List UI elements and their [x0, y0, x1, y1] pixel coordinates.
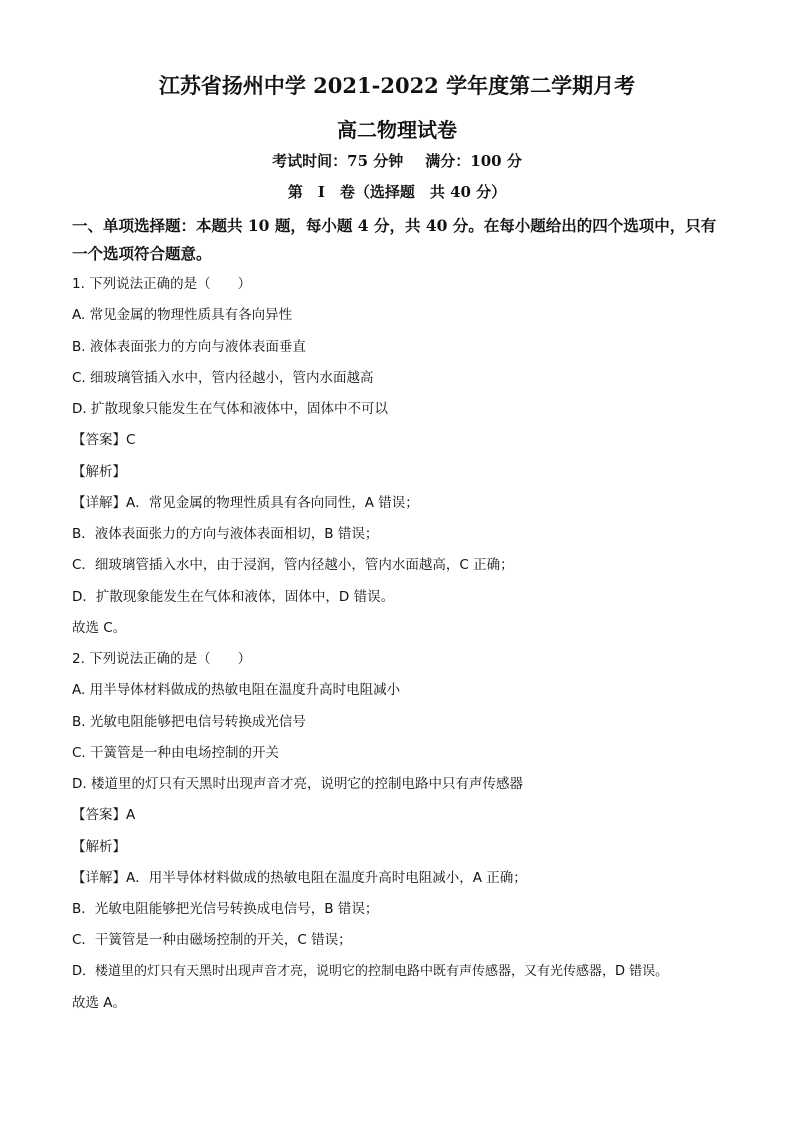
exam-time: 考试时间：75 分钟: [272, 152, 404, 170]
question-2-option-d: D. 楼道里的灯只有天黑时出现声音才亮，说明它的控制电路中只有声传感器: [72, 776, 523, 792]
question-2-detail-b: B．光敏电阻能够把光信号转换成电信号，B 错误；: [72, 901, 379, 917]
full-score: 满分：100 分: [425, 152, 522, 170]
question-2-conclusion: 故选 A。: [72, 995, 127, 1011]
question-1-detail-b: B．液体表面张力的方向与液体表面相切，B 错误；: [72, 526, 379, 542]
question-1-option-b: B. 液体表面张力的方向与液体表面垂直: [72, 339, 306, 355]
question-2-detail-a: 【详解】A．用半导体材料做成的热敏电阻在温度升高时电阻减小，A 正确；: [72, 870, 527, 886]
exam-title: 江苏省扬州中学 2021-2022 学年度第二学期月考: [158, 73, 636, 98]
section-heading: 一、单项选择题：本题共 10 题，每小题 4 分，共 40 分。在每小题给出的四个选项中，只有一个选项符合题意。: [72, 216, 717, 263]
question-1-detail-c: C．细玻璃管插入水中，由于浸润，管内径越小，管内水面越高，C 正确；: [72, 557, 514, 573]
question-1-option-a: A. 常见金属的物理性质具有各向异性: [72, 307, 293, 323]
question-2-stem: 2. 下列说法正确的是（ ）: [72, 651, 252, 667]
exam-meta: [0, 150, 794, 171]
question-1-analysis-label: 【解析】: [72, 464, 126, 480]
question-1-detail-d: D．扩散现象能发生在气体和液体，固体中，D 错误。: [72, 589, 395, 605]
question-1-conclusion: 故选 C。: [72, 620, 127, 636]
part-heading: 第 Ⅰ 卷（选择题 共 40 分）: [287, 183, 507, 201]
question-2-option-b: B. 光敏电阻能够把电信号转换成光信号: [72, 714, 306, 730]
question-1-stem: 1. 下列说法正确的是（ ）: [72, 276, 252, 292]
question-2-option-c: C. 干簧管是一种由电场控制的开关: [72, 745, 280, 761]
question-2-option-a: A. 用半导体材料做成的热敏电阻在温度升高时电阻减小: [72, 682, 401, 698]
question-2-detail-c: C．干簧管是一种由磁场控制的开关，C 错误；: [72, 932, 352, 948]
question-2-detail-d: D．楼道里的灯只有天黑时出现声音才亮，说明它的控制电路中既有声传感器，又有光传感器，D 错误。: [72, 964, 669, 979]
question-2-analysis-label: 【解析】: [72, 839, 126, 855]
question-1-option-c: C. 细玻璃管插入水中，管内径越小，管内水面越高: [72, 370, 374, 386]
question-1-option-d: D. 扩散现象只能发生在气体和液体中，固体中不可以: [72, 401, 388, 417]
question-1-detail-a: 【详解】A．常见金属的物理性质具有各向同性，A 错误；: [72, 495, 419, 511]
question-1-answer: 【答案】C: [72, 432, 136, 448]
exam-subtitle: 高二物理试卷: [337, 118, 457, 142]
question-2-answer: 【答案】A: [72, 807, 136, 823]
